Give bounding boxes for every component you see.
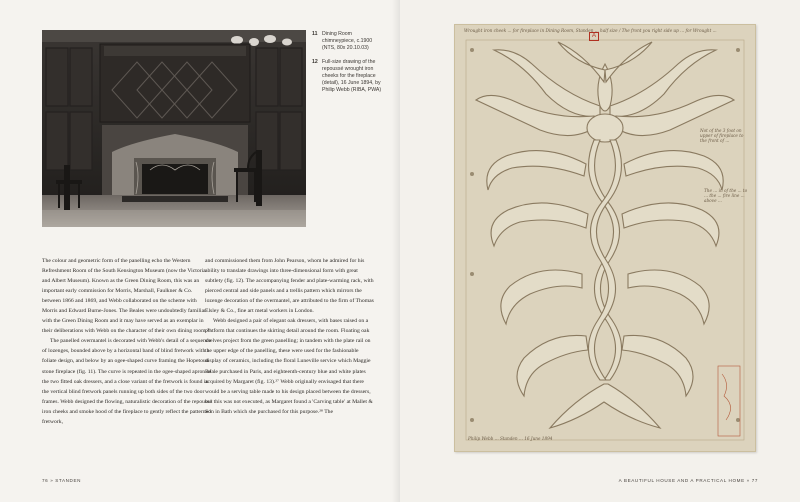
drawing-stamp: A bbox=[589, 32, 599, 41]
running-head: STANDEN bbox=[55, 478, 82, 483]
right-folio bbox=[619, 478, 758, 483]
caption-fig-12 bbox=[312, 59, 382, 95]
drawing-side-note: The ... in of the ... to ... the ... fire line ... above ... bbox=[704, 188, 748, 204]
caption-number: 11 bbox=[312, 31, 318, 37]
page-number: 77 bbox=[751, 478, 758, 483]
paragraph: The colour and geometric form of the panelling echo the Western Refreshment Room of the South Kensington Museum (now the Victoria and Albert Museum). Known as the Green Dining Room, this was an important early commission for Morris, Marshall, Faulkner & Co. between 1866 and 1869, and Webb collaborated on the scheme with Morris and Edward Burne-Jones. The Beales were undoubtedly familiar with the Green Dining Room and it may have served as an exemplar in their deliberations with Webb on the character of their own dining room.²⁶ bbox=[42, 258, 211, 335]
caption-fig-11 bbox=[312, 31, 382, 53]
iron-cheek-design-illustration bbox=[454, 24, 756, 452]
dining-room-photo bbox=[42, 30, 306, 227]
caption-text: Full-size drawing of the repoussé wrought iron cheeks for the fireplace (detail), 16 June 1894, by Philip Webb (RIBA, PWA) bbox=[322, 58, 382, 94]
drawing-signature-note: Philip Webb ... Standen ... 16 June 1894 bbox=[468, 436, 553, 441]
body-column-2 bbox=[205, 256, 375, 417]
paragraph: and commissioned them from John Pearson, whom he admired for his ability to translate drawings into three-dimensional form with great subtlety (fig. 12). The accompanying fender and plate-warming rack, with pierced central and side panels and a trellis pattern which mirrors the lozenge decoration of the overmantel, are attributed to the firm of Thomas Elsley & Co., fine art metal workers in London. bbox=[205, 258, 374, 315]
folio-separator: » bbox=[746, 478, 750, 483]
repousse-drawing bbox=[454, 24, 756, 452]
paragraph: Webb designed a pair of elegant oak dressers, with bases raised on a platform that continues the skirting detail around the room. Floating oak shelves project from the green panelling; in tandem with the plate rail on the upper edge of the panelling, these were used for the fashionable display of ceramics, including the floral Luneville service which Maggie Beale purchased in Paris, and eighteenth-century blue and white plates acquired by Margaret (fig. 13).²⁷ Webb originally envisaged that there would be a serving table made to his design placed between the dressers, but this was not executed, as Margaret found a 'Carving table' at Mallet & Son in Bath which she purchased for this purpose.²⁸ The bbox=[205, 318, 373, 415]
paragraph: The panelled overmantel is decorated with Webb's detail of a sequence of lozenges, bounded above by a horizontal band of blind fretwork with a foliate design, and below by an ogee-shaped curve framing the Hopetoun stone fireplace (fig. 11). The curve is repeated in the ogee-shaped apron of the two fitted oak dressers, and a close variant of the fretwork is found in the vertical blind fretwork panels running up both sides of the two door frames. Webb designed the flowing, naturalistic decoration of the repoussé iron cheeks and smoke hood of the fireplace to gently reflect the patterned fretwork, bbox=[42, 338, 212, 425]
caption-text: Dining Room chimneypiece, c.1900 (NTS, 80x 20.10.03) bbox=[322, 31, 373, 52]
caption-number: 12 bbox=[312, 58, 318, 65]
page-number: 76 bbox=[42, 478, 49, 483]
drawing-side-note: Not of the 3 foot on upper of fireplace to the front of ... bbox=[700, 128, 744, 144]
folio-separator: » bbox=[50, 478, 54, 483]
body-column-1 bbox=[42, 256, 212, 427]
figure-captions bbox=[312, 31, 382, 101]
left-folio bbox=[42, 478, 81, 483]
running-head: A BEAUTIFUL HOUSE AND A PRACTICAL HOME bbox=[618, 478, 745, 483]
drawing-heading-note: Wrought iron cheek ... for fireplace in Dining Room, Standen ... half size / The front you right side up ... for Wrought ... bbox=[464, 28, 717, 33]
chimneypiece-photo-illustration bbox=[42, 30, 306, 227]
